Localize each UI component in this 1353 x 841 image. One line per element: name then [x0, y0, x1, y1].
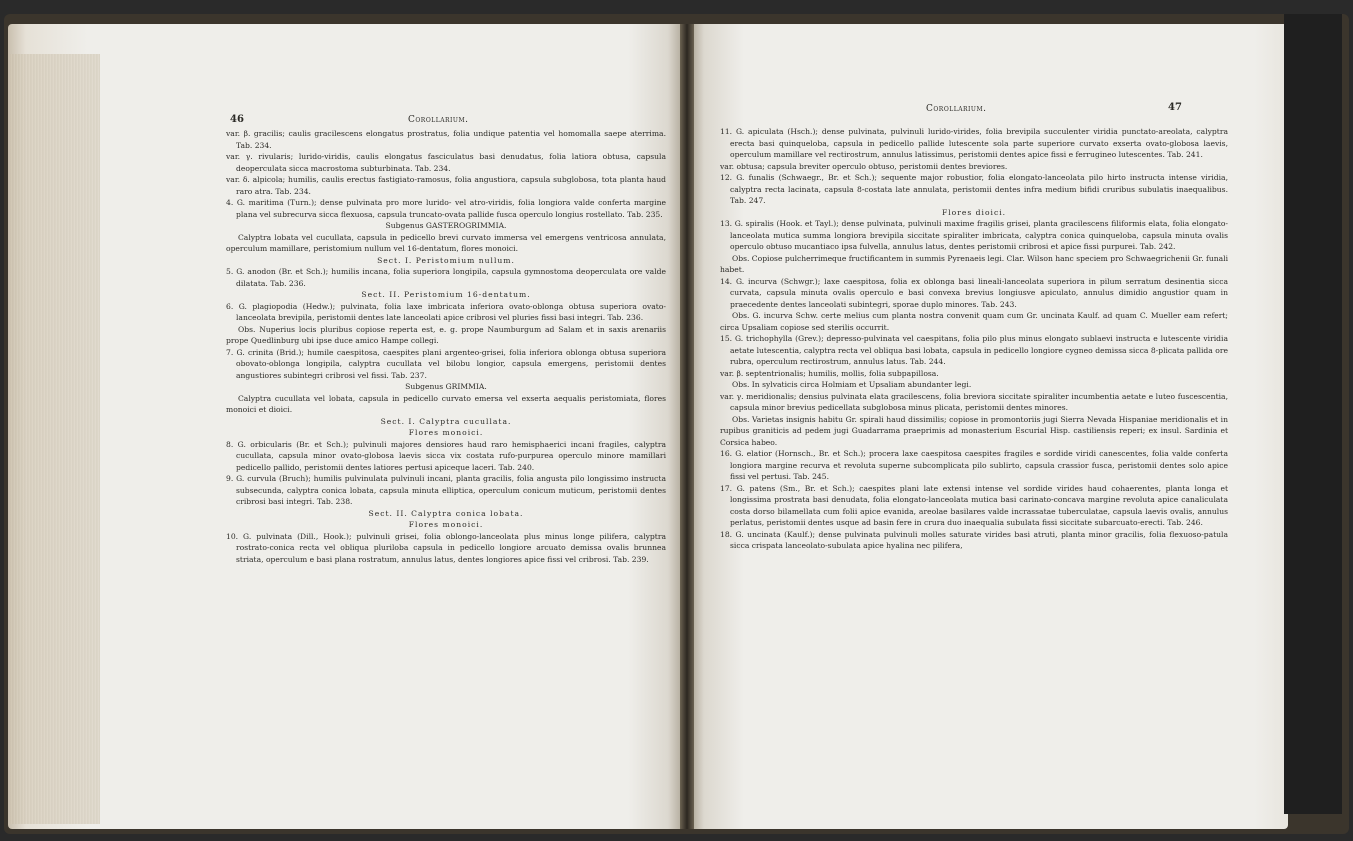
paragraph: Subgenus GASTEROGRIMMIA. — [385, 221, 507, 230]
paragraph: Obs. G. incurva Schw. certe melius cum planta nostra convenit quam cum Gr. uncinata Kaulf. ad quam C. Mueller eam refert; circa Upsaliam copiose sed sterilis occurrit. — [720, 311, 1228, 332]
paragraph: var. δ. alpicola; humilis, caulis erectus fastigiato-ramosus, folia angustiora, capsula subglobosa, tota planta haud raro atra. Tab. 234. — [226, 175, 666, 196]
paragraph: 10. G. pulvinata (Dill., Hook.); pulvinuli grisei, folia oblongo-lanceolata plus minus longe pilifera, calyptra rostrato-conica recta vel obliqua pluriloba capsula in pedicello longiore arcuato demissa ovalis brunnea striata, operculum e basi plana rostratum, annulus latus, dentes longiores apice fissi vel cribrosi. Tab. 239. — [226, 531, 666, 564]
paragraph: 18. G. uncinata (Kaulf.); dense pulvinata pulvinuli molles saturate virides basi atruti, planta minor gracilis, folia flexuoso-patula sicca crispata lanceolato-subulata apice hyalina nec pilifera, — [720, 529, 1228, 550]
left-page-text — [226, 128, 666, 565]
paragraph: Flores monoici. — [408, 520, 484, 529]
paragraph: 4. G. maritima (Turn.); dense pulvinata pro more lurido- vel atro-viridis, folia longiora valde conferta margine plana vel subrecurva sicca flexuosa, capsula truncato-ovata pallide fusca operculo longius rostellato. Tab. 235. — [226, 198, 666, 219]
paragraph: Sect. I. Calyptra cucullata. — [380, 416, 512, 426]
left-page — [8, 24, 680, 829]
paragraph: 16. G. elatior (Hornsch., Br. et Sch.); procera laxe caespitosa caespites fragiles e sordide viridi canescentes, folia valde conferta longiora margine recurva et revoluta superne subcomplicata pilo sublirto, capsula crassior fusca, peristomii dentes solo apice fissi vel pertusi. Tab. 245. — [720, 449, 1228, 481]
paragraph: Sect. II. Calyptra conica lobata. — [368, 508, 524, 518]
paragraph: Subgenus GRIMMIA. — [405, 382, 487, 391]
paragraph: var. γ. rivularis; lurido-viridis, caulis elongatus fasciculatus basi denudatus, folia latiora obtusa, capsula deoperculata sicca macrostoma subturbinata. Tab. 234. — [226, 152, 666, 173]
paragraph: Flores dioici. — [941, 207, 1007, 217]
paragraph: Flores monoici. — [408, 428, 484, 437]
paragraph: 8. G. orbicularis (Br. et Sch.); pulvinuli majores densiores haud raro hemisphaerici incani fragiles, calyptra cucullata, capsula minor ovato-globosa laevis sicca vix costata rufo-purpurea operculo minore mamillari pedicello pallido, peristomii dentes latiores pertusi apiceque laceri. Tab. 240. — [226, 439, 666, 472]
right-page-text — [720, 126, 1228, 552]
paragraph: Obs. Copiose pulcherrimeque fructificantem in summis Pyrenaeis legi. Clar. Wilson hanc speciem pro Schwaegrichenii Gr. funali habet. — [720, 253, 1228, 274]
paragraph: Calyptra cucullata vel lobata, capsula in pedicello curvato emersa vel exserta aequalis peristomiata, flores monoici et dioici. — [226, 393, 666, 414]
paragraph: Sect. II. Peristomium 16-dentatum. — [361, 290, 531, 299]
paragraph: 7. G. crinita (Brid.); humile caespitosa, caespites plani argenteo-grisei, folia inferiora oblonga obtusa superiora obovato-oblonga longipila, calyptra cucullata vel bilobu longior, capsula emergens, peristomii dentes angustiores subintegri cribrosi vel fissi. Tab. 237. — [226, 347, 666, 380]
right-page-number: 47 — [1168, 102, 1182, 113]
paragraph: Calyptra lobata vel cucullata, capsula in pedicello brevi curvato immersa vel emergens ventricosa annulata, operculum mamillare, peristomium nullum vel 16-dentatum, flores monoici. — [226, 232, 666, 253]
paragraph: 9. G. curvula (Bruch); humilis pulvinulata pulvinuli incani, planta gracilis, folia angusta pilo longissimo instructa subsecunda, calyptra conica lobata, capsula minuta elliptica, operculum conicum muticum, peristomii dentes cribrosi basi integri. Tab. 238. — [226, 474, 666, 506]
page-edges — [10, 54, 100, 824]
paragraph: var. β. gracilis; caulis gracilescens elongatus prostratus, folia undique patentia vel homomalla saepe aterrima. Tab. 234. — [226, 129, 666, 150]
paragraph: 17. G. patens (Sm., Br. et Sch.); caespites plani late extensi intense vel sordide virides haud cohaerentes, planta longa et longissima prostrata basi denudata, folia elongato-lanceolata mutica basi carinato-concava margine revoluta apice canaliculata costa dorso bilamellata cum folii apice evanida, areolae basilares valde incrassatae tuberculatae, capsula laevis ovalis, annulus perlatus, peristomii dentes usque ad basin fere in crura duo inaequalia subulata fissi siccitate subarcuato-erecti. Tab. 246. — [720, 483, 1228, 527]
paragraph: 6. G. plagiopodia (Hedw.); pulvinata, folia laxe imbricata inferiora ovato-oblonga obtusa superiora ovato-lanceolata brevipila, peristomii dentes late lanceolati apice cribrosi vel pluries fissi basi integri. Tab. 236. — [226, 301, 666, 322]
paragraph: Obs. In sylvaticis circa Holmiam et Upsaliam abundanter legi. — [732, 380, 972, 389]
left-running-head: Corollarium. — [408, 115, 469, 125]
left-page-number: 46 — [230, 114, 244, 125]
background-margin — [1284, 14, 1342, 814]
paragraph: var. γ. meridionalis; densius pulvinata elata gracilescens, folia breviora siccitate spiraliter incumbentia aetate e luteo fuscescentia, capsula minor brevius pedicellata subglobosa minus plicata, peristomii dentes minores. — [720, 391, 1228, 412]
paragraph: 14. G. incurva (Schwgr.); laxe caespitosa, folia ex oblonga basi lineali-lanceolata superiora in pilum serratum desinentia sicca curvata, capsula minuta ovalis operculo e basi convexa brevius longiusve apiculato, annulus dimidio angustior quam in praecedente dentes lanceolati subintegri, sporae duplo minores. Tab. 243. — [720, 276, 1228, 309]
paragraph: Sect. I. Peristomium nullum. — [377, 255, 515, 265]
paragraph: 11. G. apiculata (Hsch.); dense pulvinata, pulvinuli lurido-virides, folia brevipila succulenter viridia punctato-areolata, calyptra erecta basi quinqueloba, capsula in pedicello pallide lutescente sola parte superiore curvato exserta ovato-globosa laevis, operculum mamillare vel rectirostrum, annulus latissimus, peristomii dentes apice fissi e ferrugineo lutescentes. Tab. 241. — [720, 127, 1228, 159]
right-page — [694, 24, 1288, 829]
paragraph: 13. G. spiralis (Hook. et Tayl.); dense pulvinata, pulvinuli maxime fragilis grisei, planta gracilescens filiformis elata, folia elongato-lanceolata mutica summa longiora brevipila siccitate spiraliter imbricata, calyptra conica quinqueloba, capsula minuta ovalis operculo obtuso mucantiaco ipsa fulvella, annulus latus, dentes peristomii cribrosi et apice fissi purpurei. Tab. 242. — [720, 219, 1228, 251]
paragraph: Obs. Varietas insignis habitu Gr. spirali haud dissimilis; copiose in promontoriis jugi Sierra Nevada Hispaniae meridionalis et in rupibus graniticis ad pedem jugi Guadarrama praeprimis ad monasterium Escurial Hisp. castiliensis reperi; ex insul. Sardinia et Corsica habeo. — [720, 414, 1228, 447]
right-running-head: Corollarium. — [926, 104, 987, 114]
paragraph: var. obtusa; capsula breviter operculo obtuso, peristomii dentes breviores. — [720, 161, 1008, 171]
paragraph: 15. G. trichophylla (Grev.); depresso-pulvinata vel caespitans, folia pilo plus minus elongato sublaevi instructa e lutescente viridia aetate lutescentia, calyptra recta vel obliqua basi lobata, capsula in pedicello longiore cygneo demissa sicca 8-plicata pallida ore rubra, operculum rectirostrum, annulus latus. Tab. 244. — [720, 334, 1228, 366]
paragraph: var. β. septentrionalis; humilis, mollis, folia subpapillosa. — [720, 368, 939, 378]
book-spine — [680, 24, 694, 829]
paragraph: 12. G. funalis (Schwaegr., Br. et Sch.); sequente major robustior, folia elongato-lanceolata pilo hirto instructa intense viridia, calyptra recta lacinata, capsula 8-costata late annulata, peristomii dentes infra medium bifidi cruribus subulatis inaequalibus. Tab. 247. — [720, 173, 1228, 205]
paragraph: Obs. Nuperius locis pluribus copiose reperta est, e. g. prope Naumburgum ad Salam et in saxis arenariis prope Quedlinburg ubi ipse duce amico Hampe collegi. — [226, 324, 666, 345]
paragraph: 5. G. anodon (Br. et Sch.); humilis incana, folia superiora longipila, capsula gymnostoma deoperculata ore valde dilatata. Tab. 236. — [226, 267, 666, 288]
book — [4, 14, 1349, 834]
